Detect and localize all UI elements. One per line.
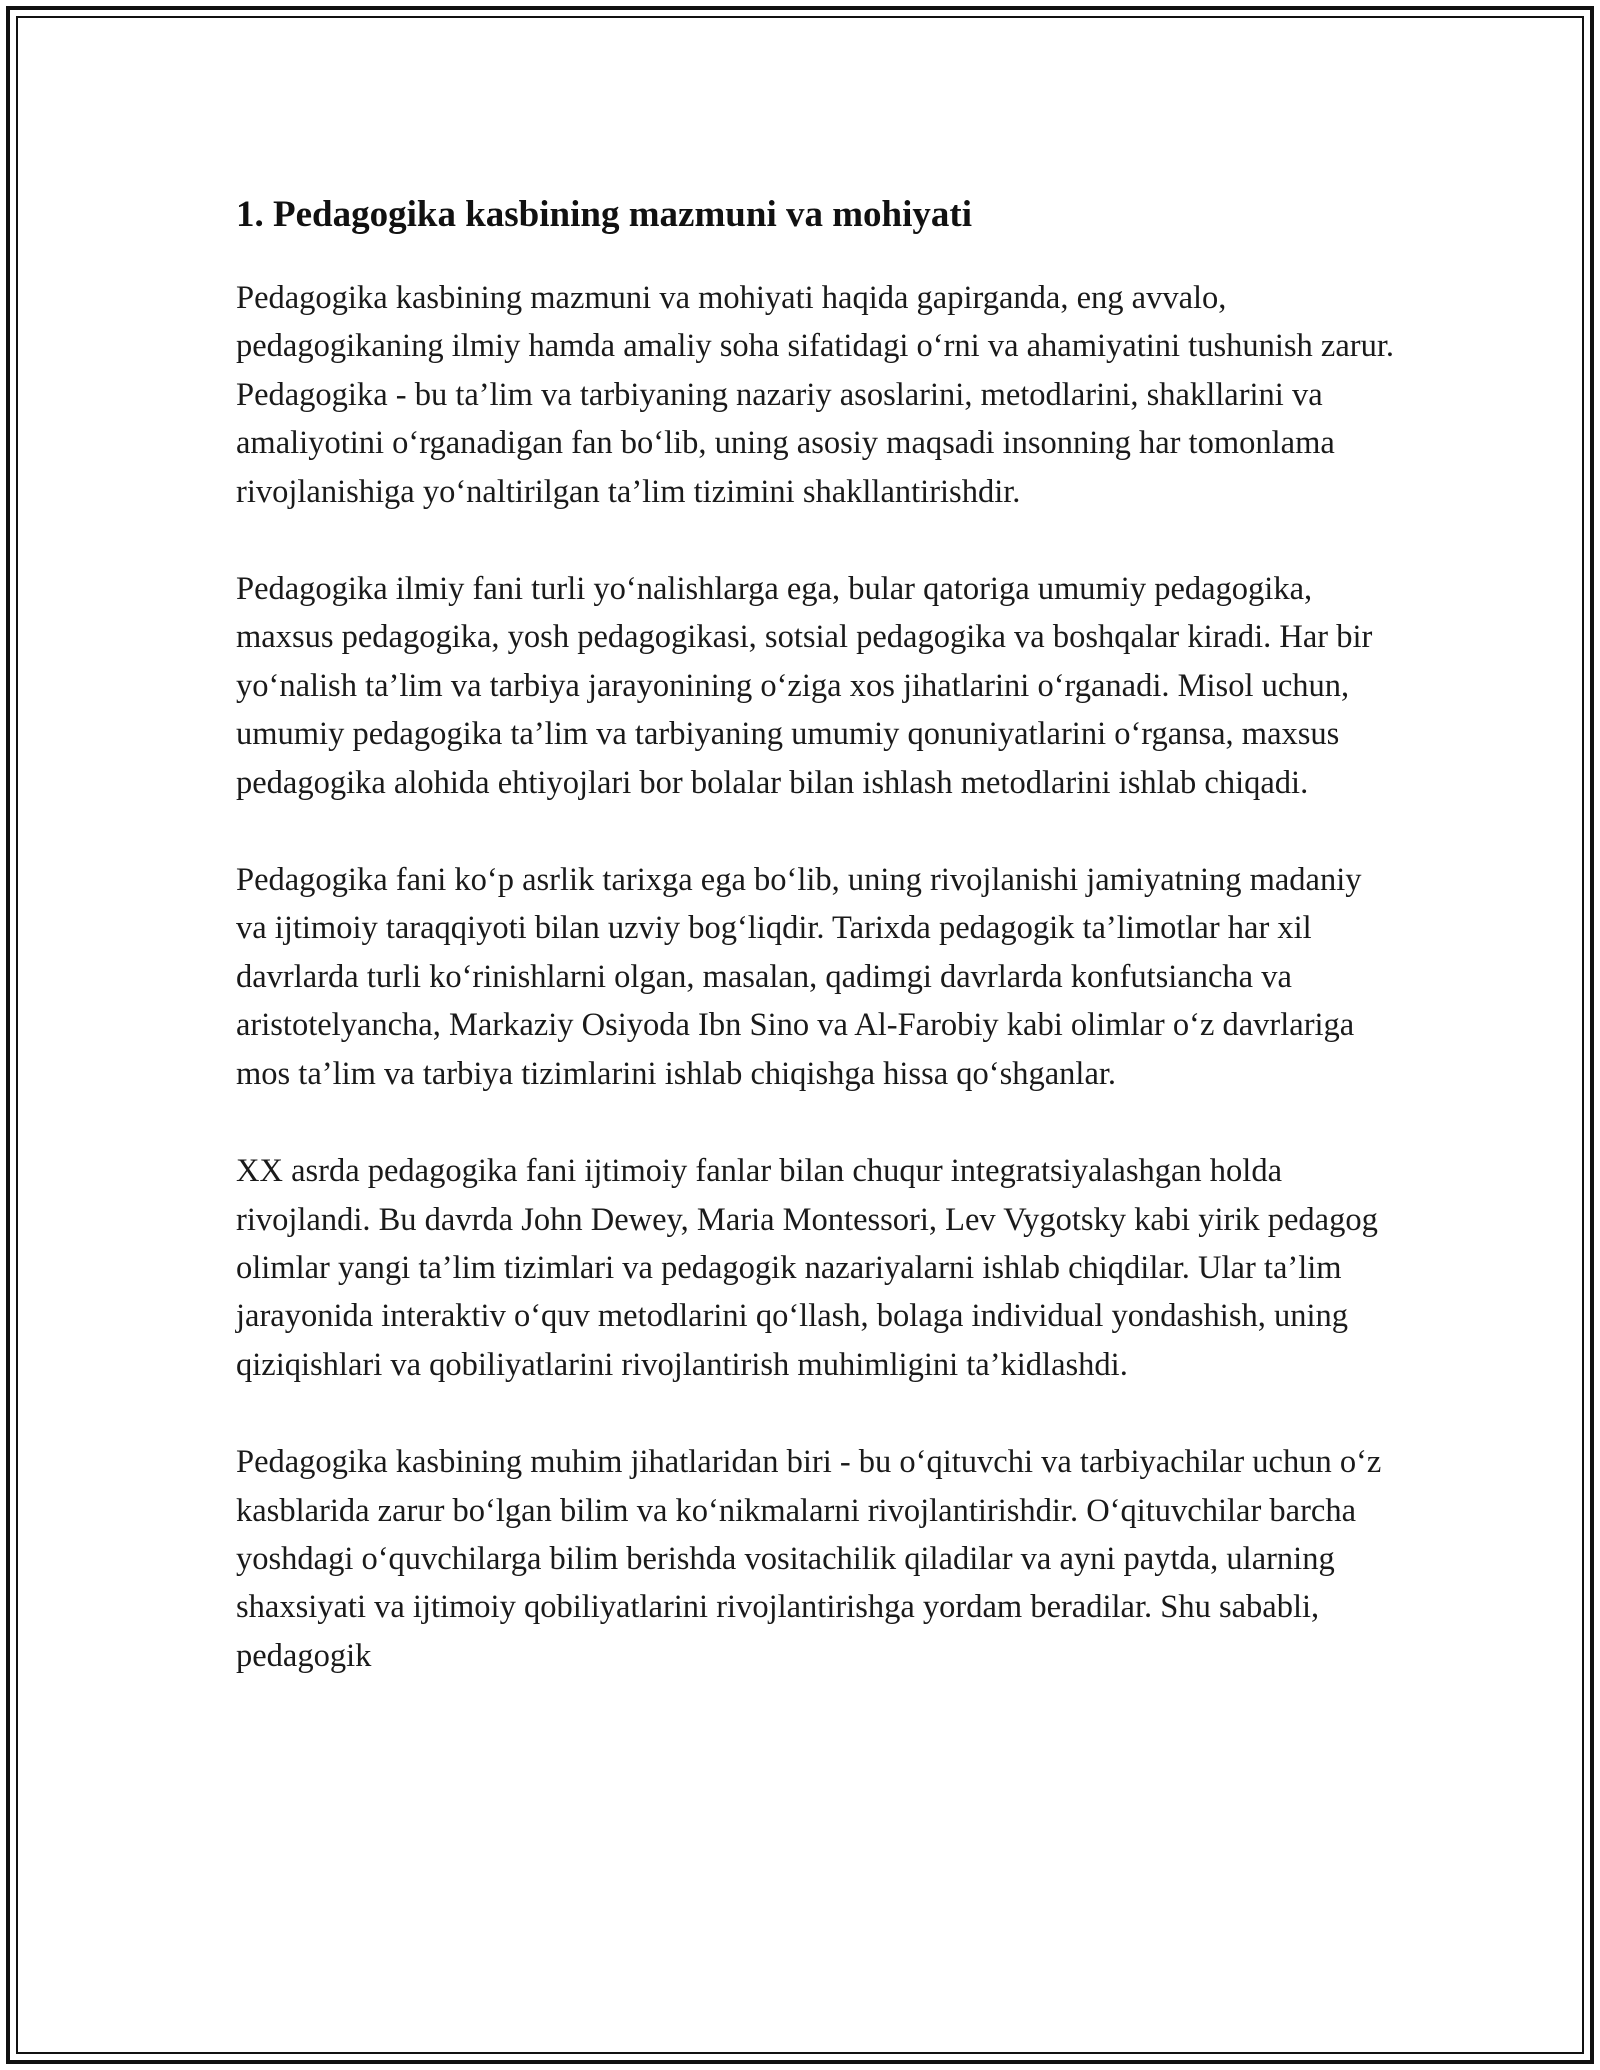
paragraph-1: Pedagogika kasbining mazmuni va mohiyati haqida gapirganda, eng avvalo, pedagogikaning ilmiy hamda amaliy soha sifatidagi o‘rni va ahamiyatini tushunish zarur. Pedagogika - bu ta’lim va tarbiyaning nazariy asoslarini, metodlarini, shakllarini va amaliyotini o‘rganadigan fan bo‘lib, uning asosiy maqsadi insonning har tomonlama rivojlanishiga yo‘naltirilgan ta’lim tizimini shakllantirishdir. xyxy=(236,280,1394,510)
section-heading: 1. Pedagogika kasbining mazmuni va mohiyati xyxy=(236,194,973,235)
paragraph-4: XX asrda pedagogika fani ijtimoiy fanlar bilan chuqur integratsiyalashgan holda rivojlandi. Bu davrda John Dewey, Maria Montessori, Lev Vygotsky kabi yirik pedagog olimlar yangi ta’lim tizimlari va pedagogik nazariyalarni ishlab chiqdilar. Ular ta’lim jarayonida interaktiv o‘quv metodlarini qo‘llash, bolaga individual yondashish, uning qiziqishlari va qobiliyatlarini rivojlantirish muhimligini ta’kidlashdi. xyxy=(236,1153,1378,1383)
paragraph-2: Pedagogika ilmiy fani turli yo‘nalishlarga ega, bular qatoriga umumiy pedagogika, maxsus pedagogika, yosh pedagogikasi, sotsial pedagogika va boshqalar kiradi. Har bir yo‘nalish ta’lim va tarbiya jarayonining o‘ziga xos jihatlarini o‘rganadi. Misol uchun, umumiy pedagogika ta’lim va tarbiyaning umumiy qonuniyatlarini o‘rgansa, maxsus pedagogika alohida ehtiyojlari bor bolalar bilan ishlash metodlarini ishlab chiqadi. xyxy=(236,571,1373,801)
document-body xyxy=(236,190,1396,1729)
paragraph-3: Pedagogika fani ko‘p asrlik tarixga ega bo‘lib, uning rivojlanishi jamiyatning madaniy va ijtimoiy taraqqiyoti bilan uzviy bog‘liqdir. Tarixda pedagogik ta’limotlar har xil davrlarda turli ko‘rinishlarni olgan, masalan, qadimgi davrlarda konfutsiancha va aristotelyancha, Markaziy Osiyoda Ibn Sino va Al-Farobiy kabi olimlar o‘z davrlariga mos ta’lim va tarbiya tizimlarini ishlab chiqishga hissa qo‘shganlar. xyxy=(236,862,1362,1092)
paragraph-5: Pedagogika kasbining muhim jihatlaridan biri - bu o‘qituvchi va tarbiyachilar uchun o‘z kasblarida zarur bo‘lgan bilim va ko‘nikmalarni rivojlantirishdir. O‘qituvchilar barcha yoshdagi o‘quvchilarga bilim berishda vositachilik qiladilar va ayni paytda, ularning shaxsiyati va ijtimoiy qobiliyatlarini rivojlantirishga yordam beradilar. Shu sababli, pedagogik xyxy=(236,1444,1382,1674)
